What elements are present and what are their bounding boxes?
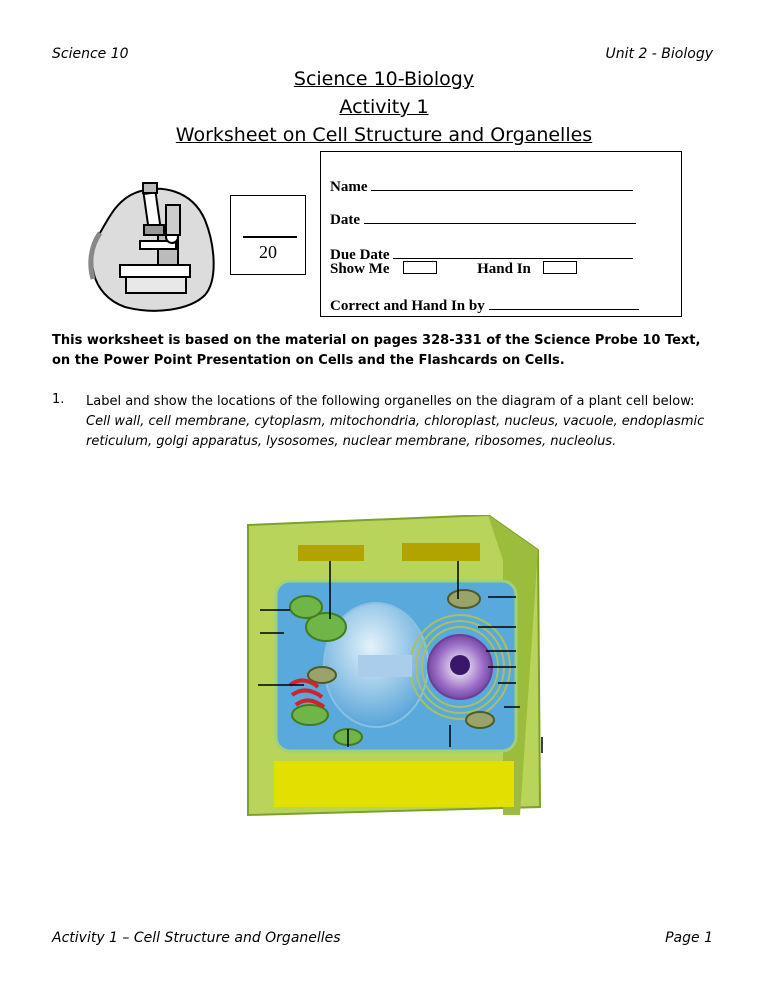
header-left: Science 10 (52, 46, 129, 62)
label-box-1[interactable] (298, 545, 364, 561)
hand-in-label: Hand In (477, 261, 531, 277)
chloroplast-2 (290, 596, 322, 618)
question-prompt: Label and show the locations of the following organelles on the diagram of a plant cell below: (86, 394, 695, 409)
footer-left: Activity 1 – Cell Structure and Organelles (52, 930, 341, 946)
footer-page-number: Page 1 (665, 930, 713, 946)
label-box-4[interactable] (274, 761, 514, 807)
title-line-2: Activity 1 (339, 96, 429, 118)
name-row (330, 176, 633, 196)
organelle-list: Cell wall, cell membrane, cytoplasm, mitochondria, chloroplast, nucleus, vacuole, endoplasmic reticulum, golgi apparatus, lysosomes, nuclear membrane, ribosomes, nucleolus. (86, 414, 705, 449)
nucleolus (450, 655, 470, 675)
show-me-label: Show Me (330, 261, 390, 277)
score-denominator: 20 (259, 242, 277, 262)
hand-in-checkbox[interactable] (543, 261, 577, 274)
question-text (86, 392, 726, 452)
correct-row (330, 295, 639, 315)
mitochondrion-3 (308, 667, 336, 683)
name-label: Name (330, 179, 368, 195)
score-box (230, 195, 306, 275)
date-row (330, 209, 636, 229)
score-line (243, 236, 297, 238)
date-label: Date (330, 212, 360, 228)
correct-label: Correct and Hand In by (330, 298, 485, 314)
plant-cell-diagram (238, 515, 550, 820)
name-field[interactable] (371, 176, 633, 191)
show-me-row (330, 261, 577, 278)
label-box-2[interactable] (402, 543, 480, 561)
show-me-checkbox[interactable] (403, 261, 437, 274)
microscope-icon (80, 175, 220, 315)
due-date-field[interactable] (393, 244, 633, 259)
title-line-3: Worksheet on Cell Structure and Organelles (175, 124, 593, 146)
student-info-box (320, 151, 682, 317)
mitochondrion-2 (466, 712, 494, 728)
due-date-label: Due Date (330, 247, 390, 263)
question-number: 1. (52, 392, 65, 407)
title-line-1: Science 10-Biology (293, 68, 475, 90)
mitochondrion-1 (448, 590, 480, 608)
header-right: Unit 2 - Biology (605, 46, 713, 62)
correct-field[interactable] (489, 295, 639, 310)
label-box-3[interactable] (358, 655, 412, 677)
intro-paragraph: This worksheet is based on the material on pages 328-331 of the Science Probe 10 Text, on the Power Point Presentation on Cells and the Flashcards on Cells. (52, 333, 701, 368)
date-field[interactable] (364, 209, 636, 224)
